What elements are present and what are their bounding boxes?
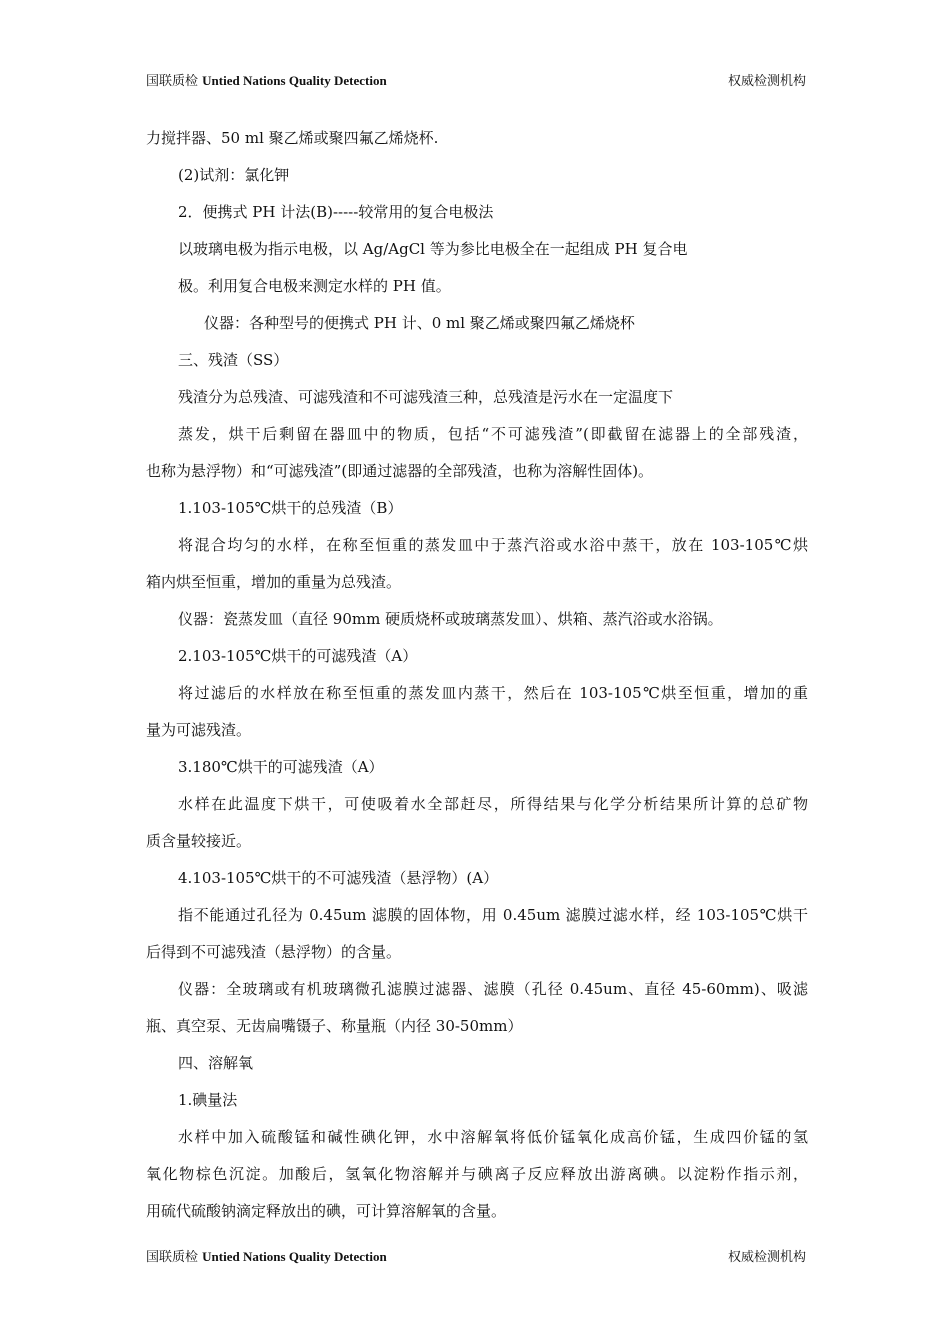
text-line: 水样在此温度下烘干，可使吸着水全部赶尽，所得结果与化学分析结果所计算的总矿物 — [178, 795, 808, 813]
subsection-heading: 1.碘量法 — [178, 1091, 238, 1109]
text-line: 仪器：各种型号的便携式 PH 计、0 ml 聚乙烯或聚四氟乙烯烧杯 — [204, 314, 635, 332]
text-line: 蒸发，烘干后剩留在器皿中的物质，包括“不可滤残渣”(即截留在滤器上的全部残渣， — [178, 425, 808, 443]
text-line: 质含量较接近。 — [146, 832, 252, 850]
footer-organization — [146, 1248, 387, 1267]
text-line: 氧化物棕色沉淀。加酸后，氢氧化物溶解并与碘离子反应释放出游离碘。以淀粉作指示剂， — [146, 1165, 808, 1183]
subsection-heading: 2.103-105℃烘干的可滤残渣（A） — [178, 647, 418, 665]
footer-org-cn: 国联质检 — [146, 1250, 199, 1265]
header-org-en: Untied Nations Quality Detection — [202, 73, 387, 88]
text-line: 以玻璃电极为指示电极，以 Ag/AgCl 等为参比电极全在一起组成 PH 复合电 — [178, 240, 688, 258]
text-line: 也称为悬浮物）和“可滤残渣”(即通过滤器的全部残渣，也称为溶解性固体)。 — [146, 462, 654, 480]
header-org-cn: 国联质检 — [146, 74, 199, 89]
text-line: 将混合均匀的水样，在称至恒重的蒸发皿中于蒸汽浴或水浴中蒸干，放在 103-105℃烘 — [178, 536, 808, 554]
footer-tagline: 权威检测机构 — [727, 1249, 806, 1265]
text-line: 将过滤后的水样放在称至恒重的蒸发皿内蒸干，然后在 103-105℃烘至恒重，增加的重 — [178, 684, 808, 702]
subsection-heading: 4.103-105℃烘干的不可滤残渣（悬浮物）(A） — [178, 869, 499, 887]
text-line: 用硫代硫酸钠滴定释放出的碘，可计算溶解氧的含量。 — [146, 1202, 507, 1220]
header-organization — [146, 72, 387, 91]
text-line: 水样中加入硫酸锰和碱性碘化钾，水中溶解氧将低价锰氧化成高价锰，生成四价锰的氢 — [178, 1128, 808, 1146]
text-line: 极。利用复合电极来测定水样的 PH 值。 — [178, 277, 451, 295]
section-heading: 三、残渣（SS） — [178, 351, 289, 369]
text-line: 瓶、真空泵、无齿扁嘴镊子、称量瓶（内径 30-50mm） — [146, 1017, 523, 1035]
text-line: 量为可滤残渣。 — [146, 721, 252, 739]
text-line: 仪器：全玻璃或有机玻璃微孔滤膜过滤器、滤膜（孔径 0.45um、直径 45-60mm)、吸滤 — [178, 980, 808, 998]
page-footer — [146, 1248, 806, 1267]
header-tagline: 权威检测机构 — [727, 73, 806, 89]
subsection-heading: 3.180℃烘干的可滤残渣（A） — [178, 758, 384, 776]
text-line: 2．便携式 PH 计法(B)-----较常用的复合电极法 — [178, 203, 494, 221]
document-body — [146, 123, 808, 1233]
text-line: 仪器：瓷蒸发皿（直径 90mm 硬质烧杯或玻璃蒸发皿）、烘箱、蒸汽浴或水浴锅。 — [178, 610, 723, 628]
page-header — [146, 72, 806, 91]
text-line: 箱内烘至恒重，增加的重量为总残渣。 — [146, 573, 402, 591]
text-line: 后得到不可滤残渣（悬浮物）的含量。 — [146, 943, 402, 961]
text-line: 力搅拌器、50 ml 聚乙烯或聚四氟乙烯烧杯. — [146, 129, 439, 147]
subsection-heading: 1.103-105℃烘干的总残渣（B） — [178, 499, 403, 517]
text-line: 残渣分为总残渣、可滤残渣和不可滤残渣三种，总残渣是污水在一定温度下 — [178, 388, 674, 406]
section-heading: 四、溶解氧 — [178, 1054, 254, 1072]
footer-org-en: Untied Nations Quality Detection — [202, 1249, 387, 1264]
text-line: 指不能通过孔径为 0.45um 滤膜的固体物，用 0.45um 滤膜过滤水样，经 103-105℃烘干 — [178, 906, 808, 924]
text-line: (2)试剂：氯化钾 — [178, 166, 290, 184]
